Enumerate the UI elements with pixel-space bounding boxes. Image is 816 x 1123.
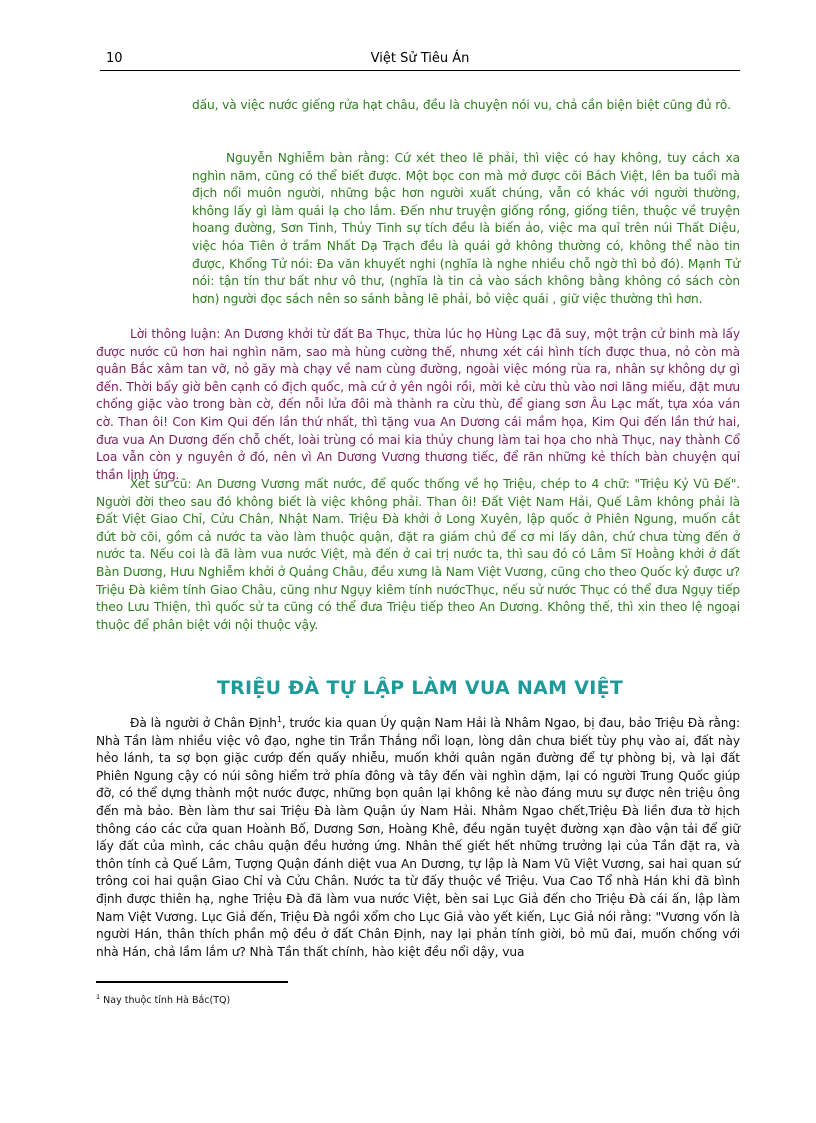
nguyen-nghiem-commentary: Nguyễn Nghiễm bàn rằng: Cứ xét theo lẽ phải, thì việc có hay không, tuy cách xa nghìn năm, cũng có thể biết được. Một bọc con mà mở được cõi Bách Việt, lên ba tuổi mà địch nổi muôn người, những bậc hơn người xuất chúng, vẫn có khác với người thường, không lấy gì làm quái lạ cho lắm. Đến như truyện giống rồng, giống tiên, thuộc về truyện hoang đường, Sơn Tinh, Thủy Tinh sự tích đều là biến ảo, việc ma quỉ trên núi Thất Diệu, việc hóa Tiên ở trầm Nhất Dạ Trạch đều là quái gở không thường có, không thể nào tin được, Khổng Tử nói: Đa văn khuyết nghi (nghĩa là nghe nhiều chỗ ngờ thì bỏ đó). Mạnh Tử nói: tận tín thư bất như vô thư, (nghĩa là tin cả vào sách không bằng không có sách còn hơn) người đọc sách nên so sánh bằng lẽ phải, bỏ việc quái , giữ việc thường thì hơn. bbox=[192, 151, 740, 306]
body-paragraph bbox=[96, 715, 740, 961]
footnote-marker: 1 bbox=[96, 992, 101, 1001]
section-heading: TRIỆU ĐÀ TỰ LẬP LÀM VUA NAM VIỆT bbox=[216, 677, 624, 699]
page-number: 10 bbox=[106, 51, 123, 66]
body-text-start: Đà là người ở Chân Định bbox=[130, 716, 277, 730]
historical-review-paragraph: Xét sử cũ: An Dương Vương mất nước, để quốc thống về họ Triệu, chép to 4 chữ: "Triệu Kỷ Vũ Đế". Người đời theo sau đó không biết là việc không phải. Than ôi! Đất Việt Nam Hải, Quế Lâm không phải là Đất Việt Giao Chỉ, Cửu Chân, Nhật Nam. Triệu Đà khởi ở Long Xuyên, lập quốc ở Phiên Ngung, muốn cắt đứt bờ cõi, gồm cả nước ta vào làm thuộc quận, đặt ra giám chủ để cơ mi lấy dân, chứ chưa từng đến ở nước ta. Nếu coi là đã làm vua nước Việt, mà đến ở cai trị nước ta, thì sau đó có Lâm Sĩ Hoằng khởi ở đất Bàn Dương, Hưu Nghiễm khởi ở Quảng Châu, đều xưng là Nam Việt Vương, cũng cho theo Quốc kỷ được ư? Triệu Đà kiêm tính Giao Châu, cũng như Ngụy kiêm tính nướcThục, nếu sử nước Thục có thể đưa Ngụy tiếp theo Lưu Thiện, thì quốc sử ta cũng có thể đưa Triệu tiếp theo An Dương. Không thế, thì xin theo lệ ngoại thuộc để phân biệt với nội thuộc vậy. bbox=[96, 477, 740, 632]
footnote-reference[interactable]: 1 bbox=[276, 714, 282, 724]
body-text-rest: , trước kia quan Úy quận Nam Hải là Nhâm Ngao, bị đau, bảo Triệu Đà rằng: Nhà Tần làm nhiều việc vô đạo, nghe tin Trần Thắng nổi loạn, lòng dân chưa biết tùy phụ vào ai, đất này hẻo lánh, ta sợ bọn giặc cướp đến quấy nhiễu, muốn khởi quân ngăn đường để tự phòng bị, và lại đất Phiên Ngung cậy có núi sông hiểm trở phía đông và tây đến vài nghìn dặm, lại có người Trung Quốc giúp đỡ, có thể dựng thành một nước được, những bọn quân lại không kẻ nào đáng mưu sự được nên triệu ông đến mà bảo. Bèn làm thư sai Triệu Đà làm Quận úy Nam Hải. Nhâm Ngao chết,Triệu Đà liền đưa tờ hịch thông cáo các cửa quan Hoành Bố, Dương Sơn, Hoàng Khê, đều ngăn tuyệt đường xạn đào vận tải để giữ lấy đất của mình, các châu quận đều hưởng ứng. Nhân thế giết hết những trưởng lại của Tần đặt ra, và thôn tính cả Quế Lâm, Tượng Quận đánh diệt vua An Dương, tự lập là Nam Vũ Việt Vương, sai hai quan sứ trông coi hai quận Giao Chỉ và Cửu Chân. Nước ta từ đấy thuộc về Triệu. Vua Cao Tổ nhà Hán khi đã bình định được thiên hạ, nghe Triệu Đà đã làm vua nước Việt, bèn sai Lục Giả đến cho Triệu Đà cái ấn, lập làm Nam Việt Vương. Lục Giả đến, Triệu Đà ngồi xổm cho Lục Giả vào yết kiến, Lục Giả nói rằng: "Vương vốn là người Hán, thân thích phần mộ đều ở đất Chân Định, nay lại phản tính giời, bỏ mũ đai, muốn chống với nhà Hán, chả lầm lắm ư? Nhà Tần thất chính, hào kiệt đều nổi dậy, vua bbox=[96, 716, 741, 959]
general-commentary-paragraph: Lời thông luận: An Dương khởi từ đất Ba Thục, thừa lúc họ Hùng Lạc đã suy, một trận cử binh mà lấy được nước cũ hơn hai nghìn năm, sao mà hùng cường thế, nhưng xét cái hình tích được thua, nỏ còn mà quân Bắc xâm tan vỡ, nỏ gãy mà chạy về nam cùng đường, ngoài việc móng rùa ra, nhân sự không dự gì đến. Thời bấy giờ bên cạnh có địch quốc, mà cứ ở yên ngôi rồi, mời kẻ cừu thù vào nơi lăng miếu, đặt mưu chống giặc vào trong bàn cờ, đến nỗi lửa đôi mà thành ra cừu thù, để giang sơn Âu Lạc mất, tựa xóa ván cờ. Than ôi! Con Kim Qui đến lần thứ nhất, thì tặng vua An Dương cái mầm họa, Kim Qui đến lần thứ hai, đưa vua An Dương đến chỗ chết, loài trùng có mai kia thủy chung làm tai họa cho nhà Thục, nay thành Cổ Loa vẫn còn y nguyên ở đó, nên vì An Dương Vương thương tiếc, để răn những kẻ thích bàn chuyện quỉ thần linh ứng. bbox=[96, 327, 740, 482]
footnote bbox=[96, 992, 231, 1006]
footnote-divider bbox=[96, 981, 288, 983]
quote-paragraph-continuation: dấu, và việc nước giếng rửa hạt châu, đều là chuyện nói vu, chả cần biện biệt cũng đủ rõ. bbox=[192, 98, 731, 112]
page-header bbox=[100, 50, 740, 71]
running-title: Việt Sử Tiêu Án bbox=[370, 51, 470, 66]
footnote-text: Nay thuộc tỉnh Hà Bắc(TQ) bbox=[100, 995, 231, 1006]
